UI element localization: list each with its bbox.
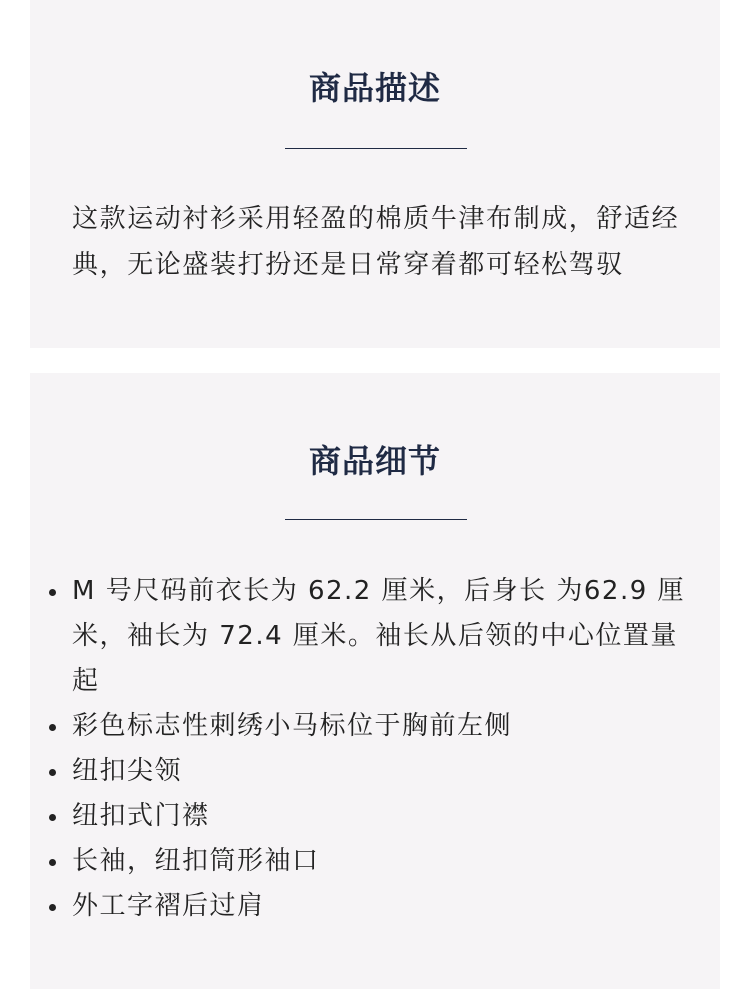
description-text: 这款运动衬衫采用轻盈的棉质牛津布制成，舒适经典，无论盛装打扮还是日常穿着都可轻松驾驭 <box>72 204 680 280</box>
bullet-icon <box>49 904 56 911</box>
description-title: 商品描述 <box>308 69 441 107</box>
details-item-text: 纽扣尖领 <box>72 756 183 786</box>
details-item-text: M 号尺码前衣长为 62.2 厘米，后身长 为62.9 厘米，袖长为 72.4 厘米。袖长从后领的中心位置量起 <box>72 576 686 696</box>
product-details-card <box>30 373 720 989</box>
description-divider <box>285 148 467 149</box>
details-list <box>72 569 692 929</box>
details-list-item <box>72 839 692 884</box>
details-list-item <box>72 704 692 749</box>
details-title: 商品细节 <box>308 442 441 480</box>
bullet-icon <box>49 589 56 596</box>
details-item-text: 长袖，纽扣筒形袖口 <box>72 846 320 876</box>
bullet-icon <box>49 814 56 821</box>
details-item-text: 外工字褶后过肩 <box>72 891 265 921</box>
bullet-icon <box>49 769 56 776</box>
product-description-card <box>30 0 720 348</box>
details-list-item <box>72 884 692 929</box>
bullet-icon <box>49 724 56 731</box>
details-item-text: 纽扣式门襟 <box>72 801 210 831</box>
details-list-item <box>72 749 692 794</box>
bullet-icon <box>49 859 56 866</box>
details-divider <box>285 519 467 520</box>
details-list-item <box>72 794 692 839</box>
details-item-text: 彩色标志性刺绣小马标位于胸前左侧 <box>72 711 513 741</box>
details-list-item <box>72 569 692 704</box>
